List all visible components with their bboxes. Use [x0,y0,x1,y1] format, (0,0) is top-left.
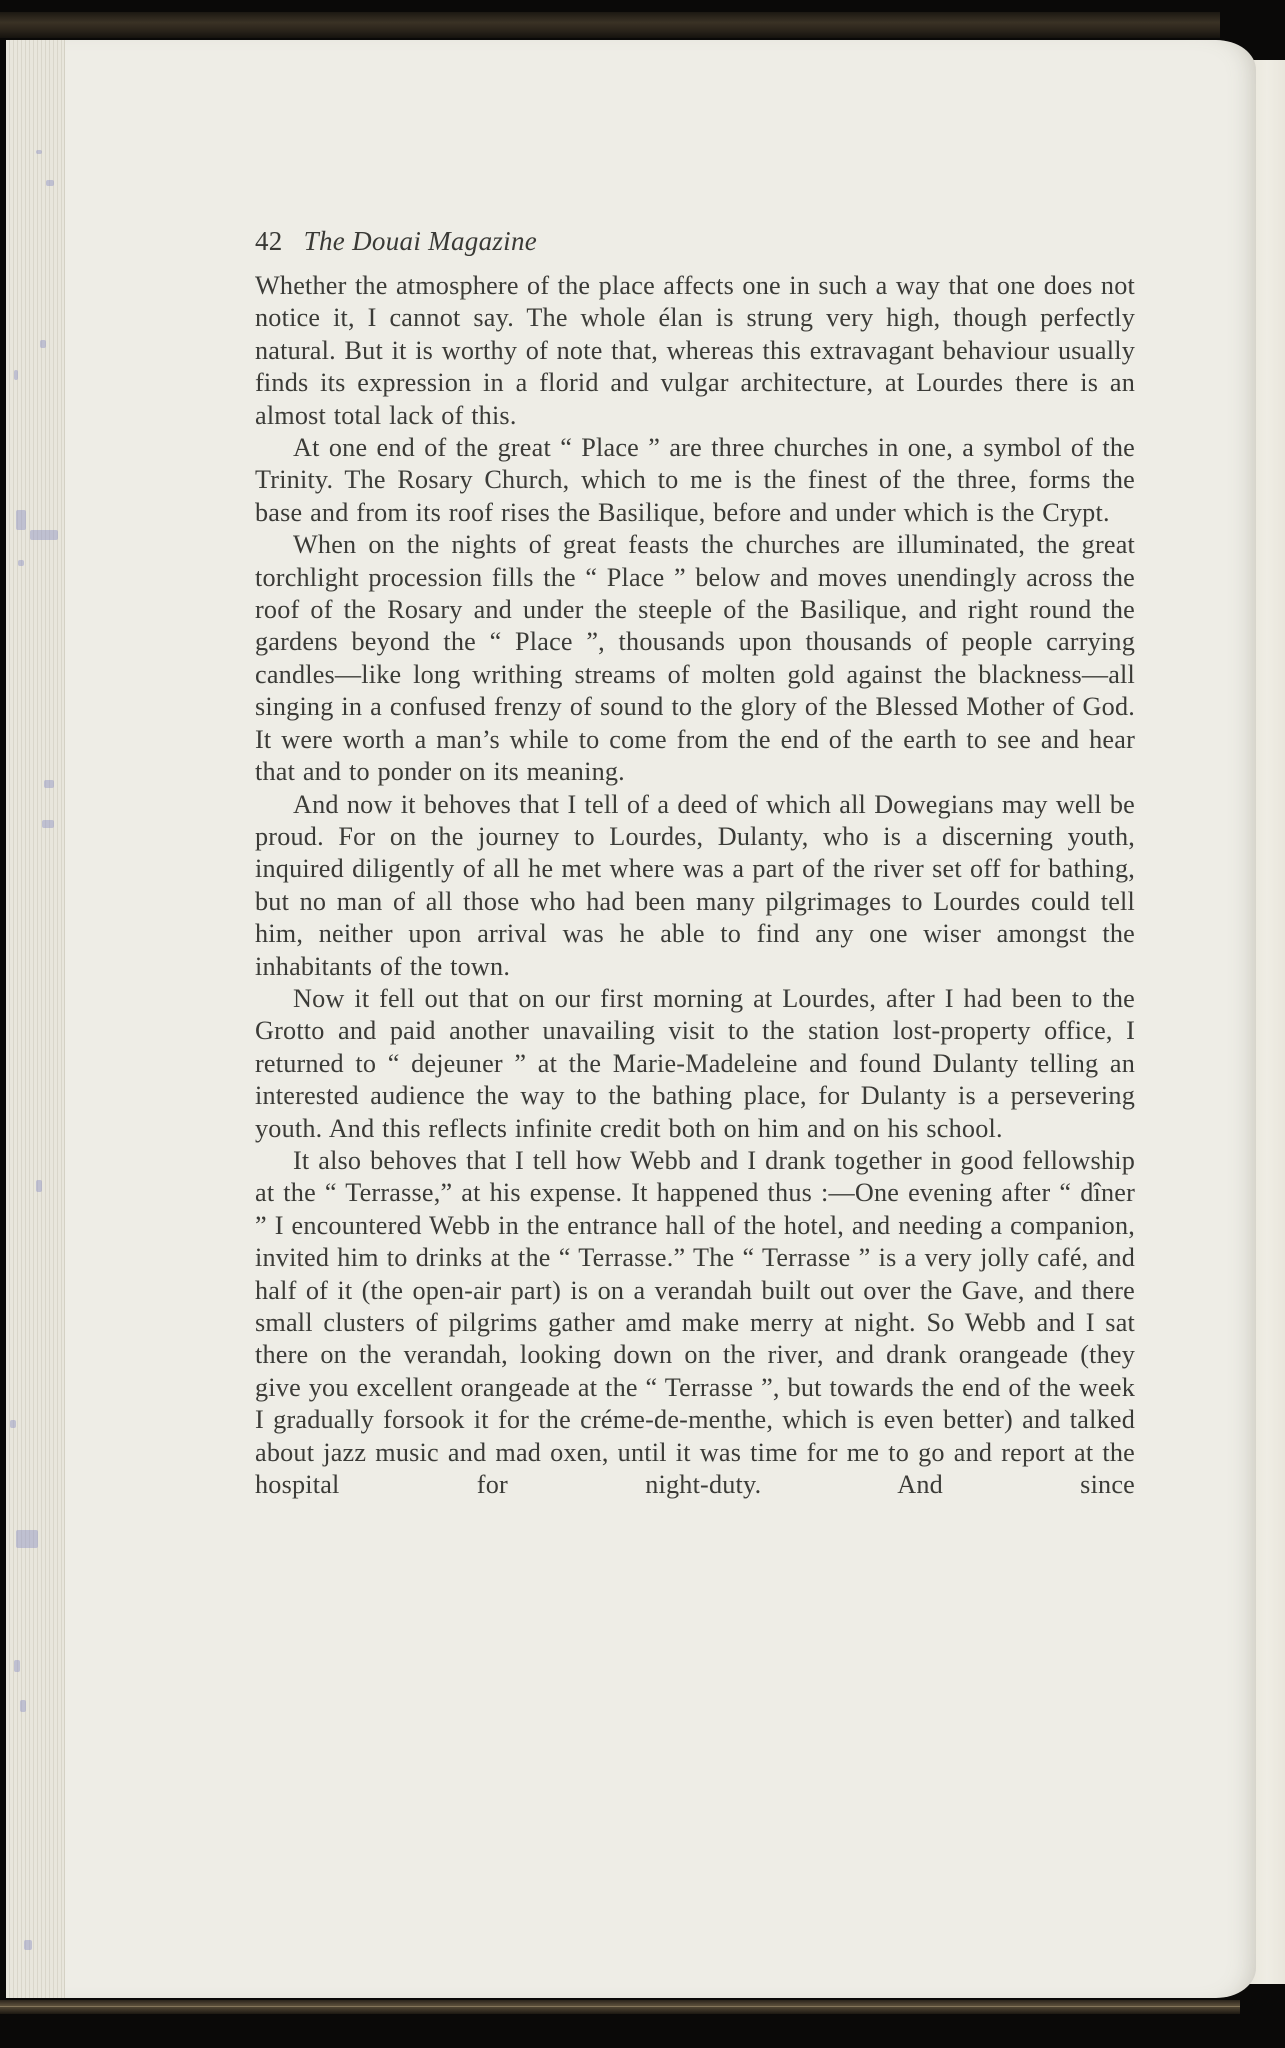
paragraph: Now it fell out that on our first morning at Lourdes, after I had been to the Grotto and paid another unavailing visit to the station lost-property office, I returned to “ dejeuner ” at the Marie-Madeleine and found Dulanty telling an interested audience the way to the bathing place, for Dulanty is a persevering youth. And this reflects infinite credit both on him and on his school. [255,983,1135,1143]
running-header [255,226,537,257]
running-title: The Douai Magazine [303,226,538,256]
book-binding-bottom [0,2000,1240,2014]
paragraph: At one end of the great “ Place ” are three churches in one, a symbol of the Trinity. The Rosary Church, which to me is the finest of the three, forms the base and from its roof rises the Basilique, before and under which is the Crypt. [255,433,1135,527]
page-number: 42 [255,226,283,256]
paragraph: And now it behoves that I tell of a deed of which all Dowegians may well be proud. For on the journey to Lourdes, Dulanty, who is a discerning youth, inquired diligently of all he met where was a part of the river set off for bathing, but no man of all those who had been many pilgrimages to Lourdes could tell him, neither upon arrival was he able to find any one wiser amongst the inhabitants of the town. [255,789,1135,981]
paragraph: When on the nights of great feasts the churches are illuminated, the great torchlight procession fills the “ Place ” below and moves unendingly across the roof of the Rosary and under the steeple of the Basilique, and right round the gardens beyond the “ Place ”, thousands upon thousands of people carrying candles—like long writhing streams of molten gold against the blackness—all singing in a confused frenzy of sound to the glory of the Blessed Mother of God. It were worth a man’s while to come from the end of the earth to see and hear that and to ponder on its meaning. [255,530,1135,787]
stacked-page-edges [6,40,65,1998]
body-text [255,270,1135,1501]
paragraph: Whether the atmosphere of the place affects one in such a way that one does not notice it, I cannot say. The whole élan is strung very high, though perfectly natural. But it is worthy of note that, whereas this extravagant behaviour usually finds its expression in a florid and vulgar architecture, at Lourdes there is an almost total lack of this. [255,271,1135,430]
paragraph: It also behoves that I tell how Webb and I drank together in good fellowship at the “ Terrasse,” at his expense. It happened thus :—One evening after “ dîner ” I encountered Webb in the entrance hall of the hotel, and needing a companion, invited him to drinks at the “ Terrasse.” The “ Terrasse ” is a very jolly café, and half of it (the open-air part) is on a verandah built out over the Gave, and there small clusters of pilgrims gather amd make merry at night. So Webb and I sat there on the verandah, looking down on the river, and drank orangeade (they give you excellent orangeade at the “ Terrasse ”, but towards the end of the week I gradually forsook it for the créme-de-menthe, which is even better) and talked about jazz music and mad oxen, until it was time for me to go and report at the hospital for night-duty. And since [255,1145,1135,1500]
book-binding-top [0,12,1220,38]
